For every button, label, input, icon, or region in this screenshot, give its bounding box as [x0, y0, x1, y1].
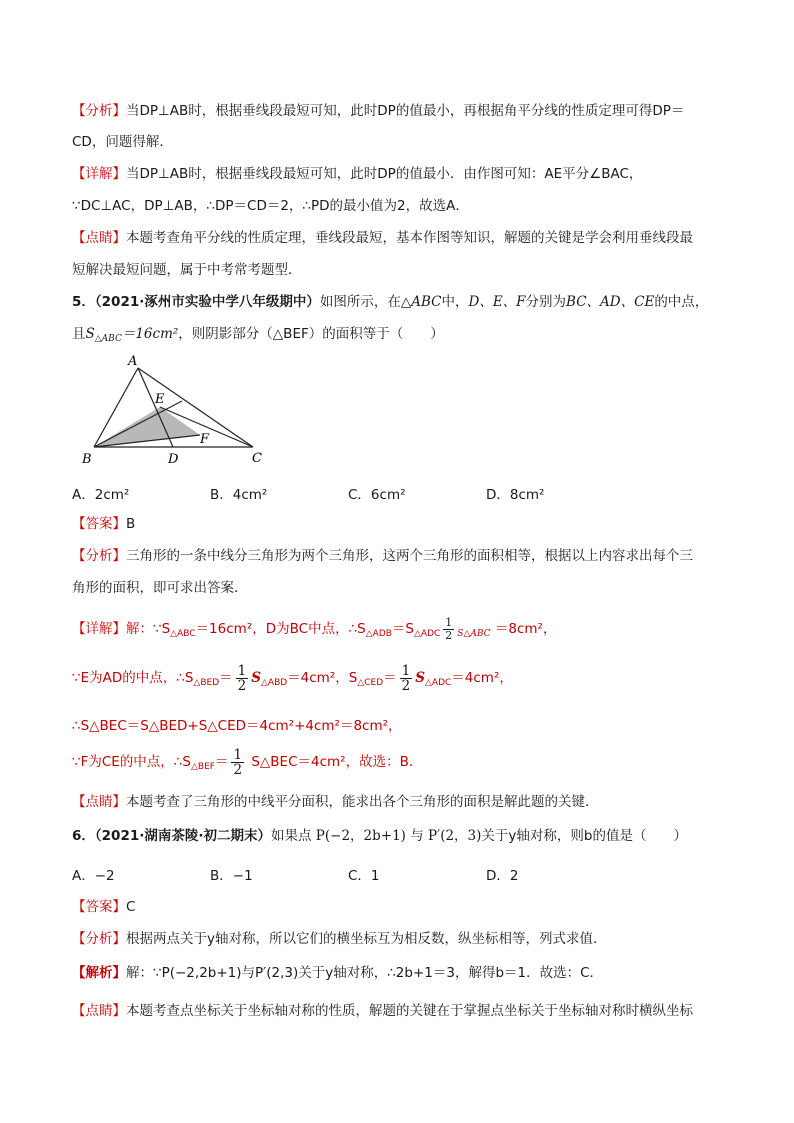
q6-solution-line: 【解析】解：∵P(−2,2b+1)与P′(2,3)关于y轴对称，∴2b+1＝3，解得b＝1．故选：C．	[72, 965, 604, 981]
solution-tag: 【解析】	[72, 965, 126, 981]
fraction-half: $\frac{1}{2}$	[401, 662, 411, 694]
label-e: E	[155, 392, 165, 407]
label-f: F	[200, 432, 210, 447]
q4-analysis-line-1: 【分析】当DP⊥AB时，根据垂线段最短可知，此时DP的值最小，再根据角平分线的性质定理可得DP＝	[72, 103, 685, 119]
label-c: C	[252, 451, 262, 466]
q6-stem-line: 6．（2021·湖南茶陵·初二期末）如果点 P(−2，2b+1) 与 P′(2，3)关于y轴对称，则b的值是（ ）	[72, 828, 687, 844]
q5-detail-line-3: ∴S△BEC＝S△BED+S△CED＝4cm²+4cm²＝8cm²，	[72, 718, 402, 734]
q5-answer-line	[72, 514, 135, 534]
answer-value: B	[126, 516, 136, 532]
q6-analysis-line: 【分析】根据两点关于y轴对称，所以它们的横坐标互为相反数，纵坐标相等，列式求值．	[72, 931, 607, 947]
fraction-half: $\frac{1}{2}$	[233, 746, 243, 778]
detail-tag: 【详解】	[72, 621, 126, 637]
q5-analysis-line-2: 角形的面积，即可求出答案．	[72, 580, 248, 596]
question-number: 6．	[72, 828, 95, 844]
question-number: 5．	[72, 294, 95, 310]
q4-analysis-line-2: CD，问题得解．	[72, 134, 173, 150]
q6-comment-line: 【点睛】本题考查点坐标关于坐标轴对称的性质，解题的关键在于掌握点坐标关于坐标轴对称时横纵坐标	[72, 1003, 693, 1019]
q5-option-b: B．4cm²	[210, 487, 268, 503]
q5-option-d: D．8cm²	[486, 487, 545, 503]
label-a: A	[128, 354, 138, 369]
fraction-half: $\frac{1}{2}$	[445, 615, 453, 642]
q5-detail-line-4: ∵F为CE的中点，$\therefore S_{\triangle BEF}=$ $\frac{1}{2}$ S△BEC＝4cm²，故选：B．	[72, 746, 423, 778]
comment-tag: 【点睛】	[72, 794, 126, 810]
q5-stem-line-1: 5．（2021·涿州市实验中学八年级期中）如图所示，在△ABC中，D、E、F分别为BC、AD、CE的中点，	[72, 294, 709, 310]
question-source: （2021·涿州市实验中学八年级期中）	[94, 294, 320, 310]
q4-detail-line-1: 【详解】当DP⊥AB时，根据垂线段最短可知，此时DP的值最小．由作图可知：AE平分∠BAC，	[72, 166, 643, 182]
q4-comment-line-2: 短解决最短问题，属于中考常考题型．	[72, 262, 302, 278]
comment-tag: 【点睛】	[72, 1003, 126, 1019]
q6-answer-line	[72, 897, 135, 917]
fraction-half: $\frac{1}{2}$	[237, 662, 247, 694]
q6-option-c: C．1	[348, 868, 380, 884]
q5-analysis-line-1: 【分析】三角形的一条中线分三角形为两个三角形，这两个三角形的面积相等，根据以上内容求出每个三	[72, 548, 693, 564]
analysis-tag: 【分析】	[72, 103, 126, 119]
q5-comment-line-1: 【点睛】本题考查了三角形的中线平分面积，能求出各个三角形的面积是解此题的关键．	[72, 794, 599, 810]
answer-value: C	[126, 899, 136, 915]
analysis-tag: 【分析】	[72, 548, 126, 564]
q6-option-d: D．2	[486, 868, 519, 884]
answer-tag: 【答案】	[72, 899, 126, 915]
analysis-tag: 【分析】	[72, 931, 126, 947]
comment-tag: 【点睛】	[72, 230, 126, 246]
q4-comment-line-1: 【点睛】本题考查角平分线的性质定理，垂线段最短，基本作图等知识，解题的关键是学会利用垂线段最	[72, 230, 693, 246]
q5-option-a: A．2cm²	[72, 487, 130, 503]
q6-option-a: A．−2	[72, 868, 115, 884]
detail-tag: 【详解】	[72, 166, 126, 182]
q5-stem-line-2: 且$S_{\triangle ABC}=16cm^2$，则阴影部分（△BEF）的面积等于（ ）	[72, 326, 444, 344]
q5-option-c: C．6cm²	[348, 487, 406, 503]
q5-detail-line-2: ∵E为AD的中点，$\therefore S_{\triangle BED}=$ $\frac{1}{2}$ $S_{\triangle ABD}=4cm^2$，$S_{\triangle CED}=$ $\frac{1}{2}$ $S_{\triangle ADC}=4cm^2$，	[72, 662, 513, 694]
label-b: B	[82, 452, 92, 467]
q4-detail-line-2: ∵DC⊥AC，DP⊥AB，∴DP＝CD＝2，∴PD的最小值为2，故选A．	[72, 198, 469, 214]
q5-detail-line-1: 【详解】解：$\because S_{\triangle ABC}=16cm^2$，D为BC中点，$\therefore S_{\triangle ADB}=S_{\triangle ADC}$ $\frac{1}{2}$ $_{S\triangle ABC}$ ＝8cm²，	[72, 615, 557, 642]
question-source: （2021·湖南茶陵·初二期末）	[94, 828, 271, 844]
q6-option-b: B．−1	[210, 868, 253, 884]
label-d: D	[168, 452, 179, 467]
answer-tag: 【答案】	[72, 516, 126, 532]
triangle-figure	[76, 352, 276, 467]
